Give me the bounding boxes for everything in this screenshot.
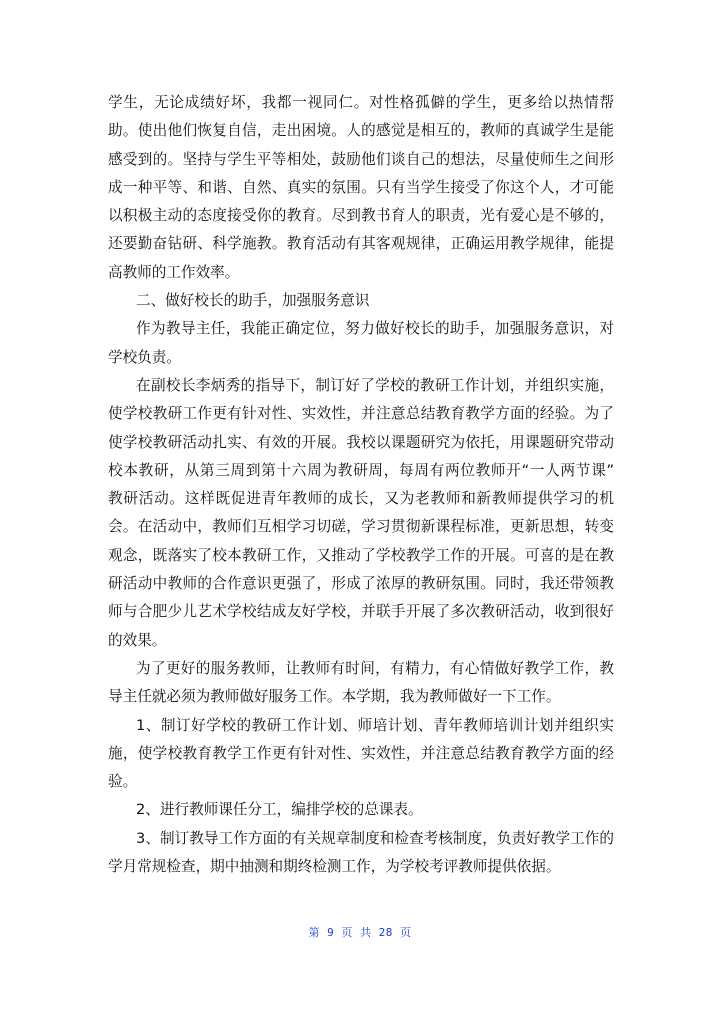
paragraph xyxy=(108,372,614,655)
text-line: 以积极主动的态度接受你的教育。尽到教书育人的职责，光有爱心是不够的， xyxy=(108,207,614,225)
text-line: 2、进行教师课任分工，编排学校的总课表。 xyxy=(136,801,423,819)
text-line: 学生，无论成绩好坏，我都一视同仁。对性格孤僻的学生，更多给以热情帮 xyxy=(108,94,614,111)
text-line: 学月常规检查，期中抽测和期终检测工作，为学校考评教师提供依据。 xyxy=(108,858,561,876)
text-line: 会。在活动中，教师们互相学习切磋，学习贯彻新课程标准，更新思想，转变 xyxy=(108,518,614,536)
paragraph-continued xyxy=(108,89,614,287)
text-line: 助。使出他们恢复自信，走出困境。人的感觉是相互的，教师的真诚学生是能 xyxy=(108,122,614,140)
text-line: 的效果。 xyxy=(108,631,167,649)
text-line: 1、制订好学校的教研工作计划、师培计划、青年教师培训计划并组织实 xyxy=(136,716,614,734)
text-line: 导主任就必须为教师做好服务工作。本学期，我为教师做好一下工作。 xyxy=(108,688,561,706)
text-line: 观念，既落实了校本教研工作，又推动了学校教学工作的开展。可喜的是在教 xyxy=(108,546,614,564)
text-line: 使学校教研工作更有针对性、实效性，并注意总结教育教学方面的经验。为了 xyxy=(108,405,614,423)
list-item xyxy=(108,825,614,882)
text-line: 校本教研，从第三周到第十六周为教研周，每周有两位教师开“一人两节课” xyxy=(108,461,614,479)
text-line: 还要勤奋钻研、科学施教。教育活动有其客观规律，正确运用教学规律，能提 xyxy=(108,235,614,253)
text-line: 成一种平等、和谐、自然、真实的氛围。只有当学生接受了你这个人，才可能 xyxy=(108,178,614,196)
text-line: 使学校教研活动扎实、有效的开展。我校以课题研究为依托，用课题研究带动 xyxy=(108,433,614,451)
text-line: 验。 xyxy=(108,773,138,791)
text-line: 学校负责。 xyxy=(108,348,181,366)
text-line: 高教师的工作效率。 xyxy=(108,263,240,281)
text-line: 3、制订教导工作方面的有关规章制度和检查考核制度，负责好教学工作的 xyxy=(136,829,614,847)
list-item xyxy=(108,712,614,797)
document-body xyxy=(108,89,614,881)
text-line: 作为教导主任，我能正确定位，努力做好校长的助手，加强服务意识，对 xyxy=(136,320,614,338)
page-number-footer: 第 9 页 共 28 页 xyxy=(308,926,412,939)
heading-line: 二、做好校长的助手，加强服务意识 xyxy=(136,292,370,310)
text-line: 感受到的。坚持与学生平等相处，鼓励他们谈自己的想法，尽量使师生之间形 xyxy=(108,150,614,168)
text-line: 在副校长李炳秀的指导下，制订好了学校的教研工作计划，并组织实施， xyxy=(136,376,614,394)
list-item xyxy=(108,796,614,824)
text-line: 教研活动。这样既促进青年教师的成长，又为老教师和新教师提供学习的机 xyxy=(108,490,614,508)
text-line: 施，使学校教育教学工作更有针对性、实效性，并注意总结教育教学方面的经 xyxy=(108,744,614,762)
section-heading xyxy=(108,287,614,315)
text-line: 师与合肥少儿艺术学校结成友好学校，并联手开展了多次教研活动，收到很好 xyxy=(108,603,614,621)
paragraph xyxy=(108,315,614,372)
paragraph xyxy=(108,655,614,712)
text-line: 研活动中教师的合作意识更强了，形成了浓厚的教研氛围。同时，我还带领教 xyxy=(108,575,614,593)
text-line: 为了更好的服务教师，让教师有时间，有精力，有心情做好教学工作，教 xyxy=(136,659,614,677)
